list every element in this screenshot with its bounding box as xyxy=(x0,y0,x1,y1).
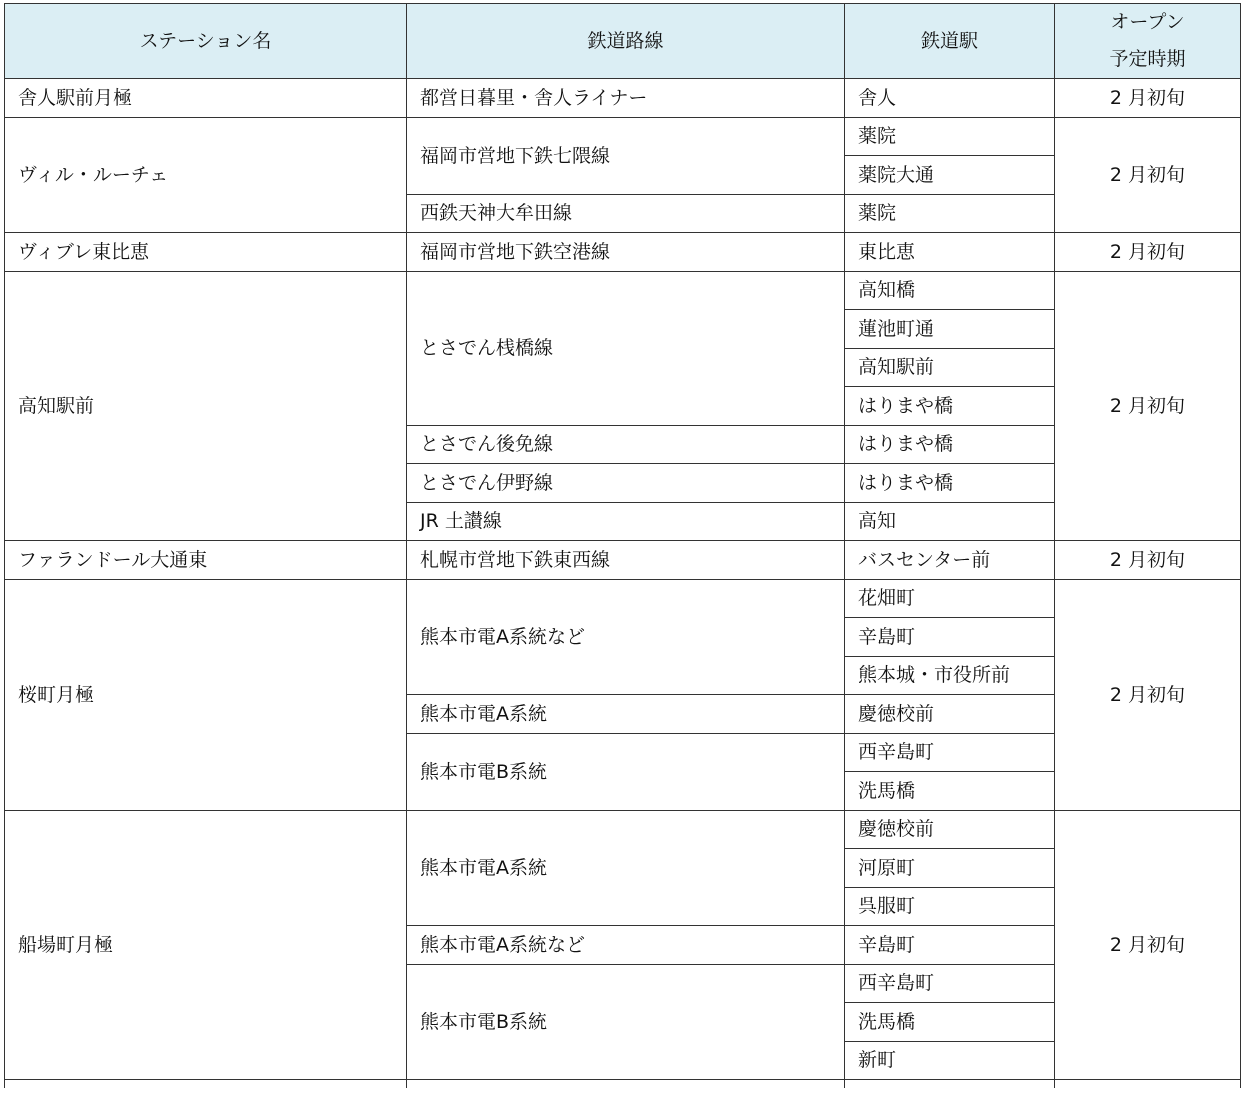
railway-station-cell: 河原町 xyxy=(845,849,1055,888)
table-row xyxy=(5,79,1241,118)
railway-station-cell: 慶徳校前 xyxy=(845,695,1055,734)
header-open-date xyxy=(1055,4,1241,79)
railway-station-cell: 西辛島町 xyxy=(845,733,1055,772)
railway-station-cell: 呉服町 xyxy=(845,887,1055,926)
railway-station-cell: 東比恵 xyxy=(845,233,1055,272)
station-name-cell: ファランドール大通東 xyxy=(5,541,407,580)
table-body xyxy=(5,79,1241,1089)
open-date-cell: 2 月初旬 xyxy=(1055,79,1241,118)
station-name-cell: 高知駅前 xyxy=(5,271,407,541)
header-railway-line: 鉄道路線 xyxy=(407,4,845,79)
station-name-cell: ヴィブレ東比恵 xyxy=(5,233,407,272)
table-row xyxy=(5,810,1241,849)
railway-station-cell: 薬院 xyxy=(845,194,1055,233)
railway-line-cell: とさでん桟橋線 xyxy=(407,271,845,425)
railway-line-cell: 熊本市電B系統 xyxy=(407,964,845,1080)
railway-line-cell: とさでん後免線 xyxy=(407,425,845,464)
header-row xyxy=(5,4,1241,79)
empty-cell xyxy=(1055,1080,1241,1089)
table-row xyxy=(5,117,1241,156)
header-open-line2: 予定時期 xyxy=(1109,48,1186,70)
railway-line-cell: 熊本市電A系統など xyxy=(407,579,845,695)
railway-line-cell: 札幌市営地下鉄東西線 xyxy=(407,541,845,580)
empty-cell xyxy=(407,1080,845,1089)
railway-line-cell: 福岡市営地下鉄空港線 xyxy=(407,233,845,272)
railway-station-cell: 洗馬橋 xyxy=(845,772,1055,811)
railway-station-cell: はりまや橋 xyxy=(845,464,1055,503)
station-name-cell: 船場町月極 xyxy=(5,810,407,1080)
railway-line-cell: 西鉄天神大牟田線 xyxy=(407,194,845,233)
railway-station-cell: 辛島町 xyxy=(845,926,1055,965)
table-row xyxy=(5,233,1241,272)
table-row xyxy=(5,579,1241,618)
station-name-cell: 舎人駅前月極 xyxy=(5,79,407,118)
open-date-cell: 2 月初旬 xyxy=(1055,541,1241,580)
railway-station-cell: 慶徳校前 xyxy=(845,810,1055,849)
railway-station-cell: 洗馬橋 xyxy=(845,1003,1055,1042)
header-station-name: ステーション名 xyxy=(5,4,407,79)
railway-line-cell: JR 土讃線 xyxy=(407,502,845,541)
railway-station-cell: 高知橋 xyxy=(845,271,1055,310)
table-row-continued xyxy=(5,1080,1241,1089)
railway-station-cell: 辛島町 xyxy=(845,618,1055,657)
railway-station-cell: 西辛島町 xyxy=(845,964,1055,1003)
open-date-cell: 2 月初旬 xyxy=(1055,810,1241,1080)
railway-station-cell: バスセンター前 xyxy=(845,541,1055,580)
railway-station-cell: 高知 xyxy=(845,502,1055,541)
railway-station-cell: はりまや橋 xyxy=(845,387,1055,426)
empty-cell xyxy=(845,1080,1055,1089)
station-table xyxy=(4,3,1241,1088)
railway-line-cell: とさでん伊野線 xyxy=(407,464,845,503)
railway-station-cell: 蓮池町通 xyxy=(845,310,1055,349)
station-name-cell: 桜町月極 xyxy=(5,579,407,810)
empty-cell xyxy=(5,1080,407,1089)
open-date-cell: 2 月初旬 xyxy=(1055,271,1241,541)
railway-station-cell: 熊本城・市役所前 xyxy=(845,656,1055,695)
table-row xyxy=(5,541,1241,580)
railway-station-cell: はりまや橋 xyxy=(845,425,1055,464)
railway-station-cell: 薬院 xyxy=(845,117,1055,156)
railway-station-cell: 舎人 xyxy=(845,79,1055,118)
railway-line-cell: 熊本市電A系統 xyxy=(407,695,845,734)
railway-station-cell: 高知駅前 xyxy=(845,348,1055,387)
table-header xyxy=(5,4,1241,79)
railway-line-cell: 都営日暮里・舎人ライナー xyxy=(407,79,845,118)
header-open-line1: オープン xyxy=(1110,11,1185,33)
open-date-cell: 2 月初旬 xyxy=(1055,233,1241,272)
station-name-cell: ヴィル・ルーチェ xyxy=(5,117,407,233)
railway-line-cell: 熊本市電A系統など xyxy=(407,926,845,965)
railway-line-cell: 熊本市電B系統 xyxy=(407,733,845,810)
header-railway-station: 鉄道駅 xyxy=(845,4,1055,79)
railway-station-cell: 薬院大通 xyxy=(845,156,1055,195)
railway-station-cell: 新町 xyxy=(845,1041,1055,1080)
railway-line-cell: 福岡市営地下鉄七隈線 xyxy=(407,117,845,194)
open-date-cell: 2 月初旬 xyxy=(1055,117,1241,233)
table-row xyxy=(5,271,1241,310)
railway-station-cell: 花畑町 xyxy=(845,579,1055,618)
railway-line-cell: 熊本市電A系統 xyxy=(407,810,845,926)
open-date-cell: 2 月初旬 xyxy=(1055,579,1241,810)
